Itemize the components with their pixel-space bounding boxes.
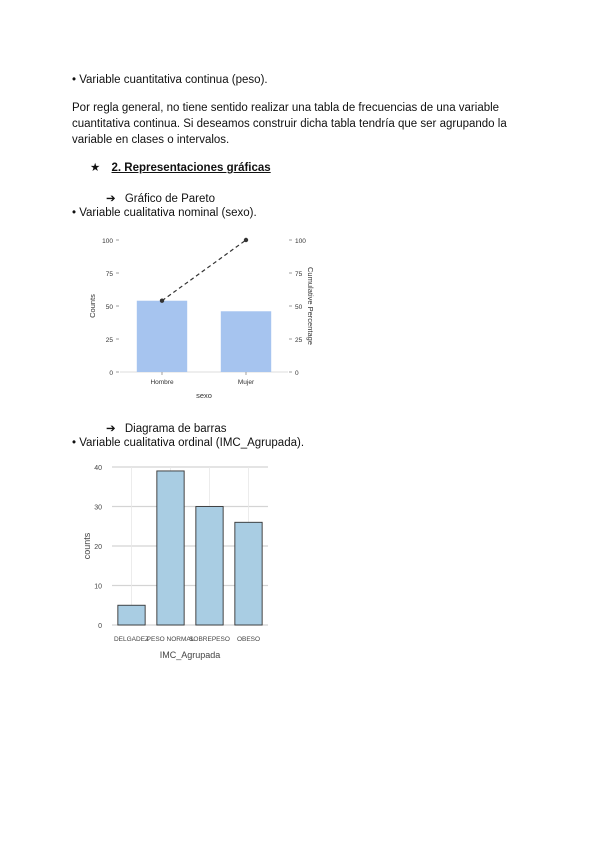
imc-bar bbox=[157, 471, 184, 625]
x-tick-label: Hombre bbox=[150, 379, 174, 386]
y-tick-label: 25 bbox=[105, 337, 113, 344]
arrow-icon: ➔ bbox=[106, 423, 116, 435]
x-axis-title: IMC_Agrupada bbox=[159, 650, 221, 660]
y2-tick-label: 75 bbox=[295, 271, 303, 278]
x-tick-label: PESO NORMAL bbox=[146, 636, 195, 643]
y-tick-label: 30 bbox=[94, 504, 102, 512]
y2-axis-title: Cumulative Percentage bbox=[306, 267, 315, 345]
bar-chart bbox=[80, 455, 280, 665]
section-title: 2. Representaciones gráficas bbox=[111, 162, 271, 174]
x-axis-title: sexo bbox=[196, 391, 212, 400]
cumulative-point bbox=[160, 299, 164, 303]
x-tick-label: DELGADEZ bbox=[113, 636, 150, 643]
pareto-bar bbox=[137, 301, 187, 372]
imc-bar bbox=[235, 522, 262, 625]
y-tick-label: 0 bbox=[109, 370, 113, 377]
item-sexo: • Variable cualitativa nominal (sexo). bbox=[72, 207, 257, 219]
y-axis-title: Counts bbox=[88, 294, 97, 318]
y-tick-label: 40 bbox=[94, 465, 102, 472]
pareto-chart bbox=[84, 228, 320, 410]
section-heading bbox=[90, 160, 271, 176]
x-tick-label: SOBREPESO bbox=[189, 636, 230, 643]
imc-bar bbox=[118, 605, 145, 625]
y2-tick-label: 0 bbox=[295, 370, 299, 377]
x-tick-label: Mujer bbox=[237, 379, 255, 386]
imc-bar bbox=[196, 507, 223, 626]
y-tick-label: 0 bbox=[98, 623, 102, 630]
paragraph-frecuencias: Por regla general, no tiene sentido realizar una tabla de frecuencias de una variable cuantitativa continua. Si deseamos construir dicha tabla tendría que ser agrupando la variable en clases o intervalos. bbox=[72, 102, 507, 146]
y-axis-title: counts bbox=[82, 532, 92, 560]
y2-tick-label: 25 bbox=[295, 337, 303, 344]
y-tick-label: 100 bbox=[102, 238, 113, 245]
pareto-label-text: Gráfico de Pareto bbox=[124, 193, 215, 205]
item-peso: • Variable cuantitativa continua (peso). bbox=[72, 74, 268, 86]
y2-tick-label: 50 bbox=[295, 304, 303, 311]
star-icon: ★ bbox=[90, 162, 101, 174]
y-tick-label: 10 bbox=[94, 583, 102, 591]
x-tick-label: OBESO bbox=[236, 636, 261, 643]
bars-label-text: Diagrama de barras bbox=[124, 423, 227, 435]
cumulative-line bbox=[162, 240, 246, 301]
y-tick-label: 50 bbox=[105, 304, 113, 311]
y2-tick-label: 100 bbox=[295, 238, 306, 245]
y-tick-label: 20 bbox=[94, 544, 102, 551]
arrow-icon: ➔ bbox=[106, 193, 116, 205]
y-tick-label: 75 bbox=[105, 271, 113, 278]
pareto-bar bbox=[221, 311, 271, 372]
item-imc: • Variable cualitativa ordinal (IMC_Agrupada). bbox=[72, 437, 305, 449]
cumulative-point bbox=[244, 238, 248, 242]
